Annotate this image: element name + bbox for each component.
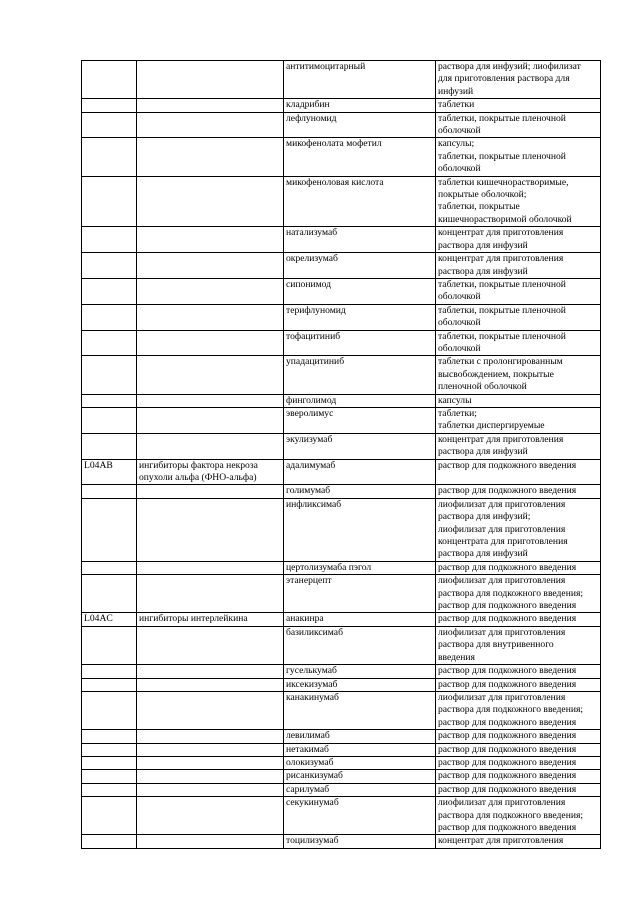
dosage-form-cell-line: раствора для инфузий; лиофилизат [438,61,581,72]
group-name-cell [137,561,284,574]
dosage-form-cell [436,613,601,626]
atc-code-cell-text: L04AB [84,459,113,471]
dosage-form-cell [436,330,601,356]
group-name-cell-line: опухоли альфа (ФНО-альфа) [139,472,257,483]
drug-table-body [82,61,601,849]
drug-name-cell [284,407,436,433]
dosage-form-cell-line: пленочной оболочкой [438,381,527,393]
dosage-form-cell-line: раствор для подкожного введения [438,485,577,497]
atc-code-cell [82,485,137,498]
document-page [81,60,600,849]
dosage-form-cell-line: концентрат для приготовления [438,433,564,445]
dosage-form-cell-line: раствора для подкожного введения; [438,809,584,821]
group-name-cell [137,498,284,561]
atc-code-cell [82,394,137,407]
dosage-form-cell-line: кишечнорастворимой оболочкой [438,213,572,225]
table-row [82,407,601,433]
dosage-form-cell [436,407,601,433]
group-name-cell [137,278,284,304]
dosage-form-cell-line: таблетки, покрытые пленочной [438,330,566,342]
drug-name-cell [284,433,436,459]
dosage-form-cell-line: раствор для подкожного введения [438,730,577,742]
atc-code-cell [82,112,137,138]
atc-code-cell [82,498,137,561]
table-row [82,665,601,678]
atc-code-cell [82,356,137,394]
dosage-form-cell-line: раствор для подкожного введения [438,821,577,833]
dosage-form-cell [436,61,601,99]
dosage-form-cell-line: раствора для подкожного введения; [438,704,584,716]
dosage-form-cell-line: раствор для подкожного введения [438,756,577,768]
table-row [82,498,601,561]
dosage-form-cell [436,756,601,769]
dosage-form-cell-line: концентрата для приготовления [438,536,568,548]
dosage-form-cell-line: таблетки с пролонгированным [438,356,563,368]
drug-name-cell-text: левилимаб [286,730,330,742]
drug-name-cell [284,626,436,664]
drug-name-cell-text: упадацитиниб [286,356,345,368]
dosage-form-cell-line: таблетки [438,99,475,111]
group-name-cell [137,459,284,485]
atc-code-cell [82,730,137,743]
atc-code-cell [82,459,137,485]
group-name-cell [137,485,284,498]
dosage-form-cell-line: раствор для подкожного введения [438,665,577,677]
table-row [82,176,601,227]
dosage-form-cell-line: покрытые оболочкой; [438,189,527,201]
table-row [82,626,601,664]
atc-code-cell [82,253,137,279]
table-row [82,561,601,574]
atc-code-cell [82,835,137,848]
group-name-cell [137,394,284,407]
atc-code-cell [82,575,137,613]
drug-name-cell [284,253,436,279]
dosage-form-cell [436,575,601,613]
dosage-form-cell-line: лиофилизат для приготовления [438,523,566,535]
atc-code-cell [82,407,137,433]
dosage-form-cell-line: таблетки кишечнорастворимые, [438,176,569,188]
table-row [82,730,601,743]
dosage-form-cell-line: оболочкой [438,342,481,354]
dosage-form-cell-line: для приготовления раствора для [438,73,570,85]
dosage-form-cell-line: раствора для инфузий [438,239,528,251]
group-name-cell [137,835,284,848]
drug-name-cell [284,99,436,112]
group-name-cell [137,770,284,783]
drug-name-cell-text: тофацитиниб [286,330,341,342]
dosage-form-cell-line: лиофилизат для приготовления [438,498,566,510]
drug-name-cell-text: сарилумаб [286,783,330,795]
dosage-form-cell-line: таблетки, покрытые пленочной [438,150,566,162]
table-row [82,783,601,796]
dosage-form-cell-line: таблетки, покрытые пленочной [438,304,566,316]
dosage-form-cell-line: таблетки, покрытые [438,201,520,213]
dosage-form-cell-line: лиофилизат для приготовления [438,575,566,587]
table-row [82,459,601,485]
dosage-form-cell-line: раствора для подкожного введения; [438,587,584,599]
drug-name-cell [284,678,436,691]
table-row [82,330,601,356]
dosage-form-cell [436,459,601,485]
drug-name-cell [284,835,436,848]
table-row [82,304,601,330]
group-name-cell [137,756,284,769]
table-row [82,770,601,783]
table-row [82,138,601,176]
atc-code-cell [82,756,137,769]
drug-name-cell-text: окрелизумаб [286,253,338,265]
drug-name-cell [284,278,436,304]
drug-name-cell [284,176,436,227]
dosage-form-cell [436,356,601,394]
atc-code-cell [82,691,137,729]
table-row [82,575,601,613]
dosage-form-cell [436,691,601,729]
table-row [82,253,601,279]
dosage-form-cell [436,783,601,796]
drug-name-cell [284,394,436,407]
table-row [82,433,601,459]
dosage-form-cell-line: оболочкой [438,291,481,303]
drug-name-cell [284,756,436,769]
dosage-form-cell [436,678,601,691]
table-row [82,835,601,848]
group-name-cell [137,253,284,279]
dosage-form-cell-line: раствор для подкожного введения [438,783,577,795]
drug-name-cell [284,770,436,783]
dosage-form-cell-line: раствора для инфузий [438,265,528,277]
dosage-form-cell-line: раствора для внутривенного [438,639,554,651]
drug-name-cell-text: антитимоцитарный [286,61,366,72]
dosage-form-cell [436,498,601,561]
group-name-cell [137,330,284,356]
atc-code-cell [82,613,137,626]
dosage-form-cell-line: лиофилизат для приготовления [438,797,566,809]
group-name-cell [137,356,284,394]
dosage-form-cell [436,253,601,279]
dosage-form-cell [436,394,601,407]
drug-name-cell [284,691,436,729]
drug-name-cell-text: микофенолата мофетил [286,138,382,150]
table-row [82,485,601,498]
dosage-form-cell [436,730,601,743]
atc-code-cell [82,176,137,227]
drug-name-cell [284,485,436,498]
drug-name-cell-text: голимумаб [286,485,331,497]
table-row [82,112,601,138]
drug-name-cell [284,743,436,756]
atc-code-cell [82,304,137,330]
group-name-cell [137,783,284,796]
atc-code-cell-text: L04AC [84,613,113,625]
dosage-form-cell [436,112,601,138]
drug-name-cell [284,330,436,356]
table-row [82,99,601,112]
dosage-form-cell [436,278,601,304]
drug-name-cell [284,227,436,253]
dosage-form-cell-line: раствора для инфузий [438,446,528,458]
group-name-cell [137,433,284,459]
drug-name-cell-text: сипонимод [286,278,332,290]
group-name-cell-line: ингибиторы интерлейкина [139,613,248,625]
table-row [82,613,601,626]
drug-name-cell-text: инфликсимаб [286,498,342,510]
drug-name-cell [284,112,436,138]
drug-table [81,60,601,849]
dosage-form-cell [436,835,601,848]
drug-name-cell [284,138,436,176]
atc-code-cell [82,678,137,691]
dosage-form-cell-line: оболочкой [438,163,481,175]
table-row [82,61,601,99]
dosage-form-cell [436,561,601,574]
drug-name-cell-text: эверолимус [286,407,334,419]
dosage-form-cell [436,485,601,498]
drug-name-cell-text: кладрибин [286,99,330,111]
drug-name-cell-text: экулизумаб [286,433,333,445]
atc-code-cell [82,665,137,678]
atc-code-cell [82,626,137,664]
atc-code-cell [82,138,137,176]
group-name-cell [137,407,284,433]
drug-name-cell-text: рисанкизумаб [286,770,343,782]
group-name-cell [137,743,284,756]
dosage-form-cell-line: раствор для подкожного введения [438,678,577,690]
drug-name-cell [284,356,436,394]
dosage-form-cell-line: лиофилизат для приготовления [438,626,566,638]
atc-code-cell [82,433,137,459]
drug-name-cell [284,797,436,835]
dosage-form-cell [436,433,601,459]
group-name-cell [137,613,284,626]
table-row [82,394,601,407]
drug-name-cell [284,783,436,796]
drug-name-cell-text: анакинра [286,613,324,625]
drug-name-cell-text: канакинумаб [286,691,339,703]
group-name-cell [137,575,284,613]
dosage-form-cell-line: раствор для подкожного введения [438,613,577,625]
atc-code-cell [82,783,137,796]
atc-code-cell [82,797,137,835]
atc-code-cell [82,227,137,253]
dosage-form-cell-line: раствор для подкожного введения [438,600,577,612]
dosage-form-cell [436,626,601,664]
dosage-form-cell-line: раствора для инфузий [438,548,528,560]
dosage-form-cell-line: таблетки; [438,407,477,419]
dosage-form-cell [436,743,601,756]
dosage-form-cell-line: капсулы [438,394,472,406]
drug-name-cell-text: микофеноловая кислота [286,176,384,188]
atc-code-cell [82,743,137,756]
dosage-form-cell-line: лиофилизат для приготовления [438,691,566,703]
dosage-form-cell [436,176,601,227]
dosage-form-cell-line: концентрат для приготовления [438,253,564,265]
dosage-form-cell-line: раствор для подкожного введения [438,561,577,573]
drug-name-cell-text: финголимод [286,394,337,406]
dosage-form-cell-line: раствора для инфузий; [438,511,531,523]
drug-name-cell-text: адалимумаб [286,459,336,471]
dosage-form-cell [436,304,601,330]
dosage-form-cell-line: таблетки, покрытые пленочной [438,112,566,124]
group-name-cell [137,626,284,664]
drug-name-cell-text: нетакимаб [286,743,329,755]
drug-name-cell-text: терифлуномид [286,304,346,316]
atc-code-cell [82,99,137,112]
drug-name-cell-text: олокизумаб [286,756,334,768]
group-name-cell [137,665,284,678]
dosage-form-cell-line: концентрат для приготовления [438,835,564,847]
drug-name-cell [284,459,436,485]
atc-code-cell [82,330,137,356]
table-row [82,356,601,394]
group-name-cell [137,138,284,176]
dosage-form-cell-line: инфузий [438,85,474,97]
dosage-form-cell [436,797,601,835]
dosage-form-cell [436,665,601,678]
atc-code-cell [82,61,137,99]
dosage-form-cell-line: капсулы; [438,138,475,150]
table-row [82,678,601,691]
dosage-form-cell [436,227,601,253]
drug-name-cell [284,561,436,574]
drug-name-cell-text: базиликсимаб [286,626,343,638]
group-name-cell-line: ингибиторы фактора некроза [139,459,258,471]
drug-name-cell [284,665,436,678]
drug-name-cell-text: секукинумаб [286,797,339,809]
drug-name-cell [284,61,436,99]
dosage-form-cell-line: раствор для подкожного введения [438,459,577,471]
group-name-cell [137,112,284,138]
group-name-cell [137,61,284,99]
drug-name-cell [284,613,436,626]
atc-code-cell [82,561,137,574]
dosage-form-cell-line: высвобождением, покрытые [438,368,554,380]
drug-name-cell-text: гуселькумаб [286,665,337,677]
group-name-cell [137,304,284,330]
group-name-cell [137,730,284,743]
table-row [82,756,601,769]
dosage-form-cell-line: таблетки диспергируемые [438,420,545,432]
dosage-form-cell-line: концентрат для приготовления [438,227,564,239]
group-name-cell [137,227,284,253]
dosage-form-cell [436,99,601,112]
dosage-form-cell-line: оболочкой [438,125,481,137]
atc-code-cell [82,278,137,304]
drug-name-cell [284,498,436,561]
dosage-form-cell [436,770,601,783]
drug-name-cell [284,730,436,743]
dosage-form-cell-line: введения [438,651,475,663]
dosage-form-cell-line: раствор для подкожного введения [438,743,577,755]
dosage-form-cell-line: раствор для подкожного введения [438,716,577,728]
drug-name-cell-text: тоцилизумаб [286,835,339,847]
dosage-form-cell-line: таблетки, покрытые пленочной [438,278,566,290]
drug-name-cell-text: цертолизумаба пэгол [286,561,372,573]
dosage-form-cell-line: раствор для подкожного введения [438,770,577,782]
group-name-cell [137,99,284,112]
group-name-cell [137,678,284,691]
table-row [82,797,601,835]
table-row [82,227,601,253]
drug-name-cell [284,304,436,330]
group-name-cell [137,797,284,835]
drug-name-cell-text: лефлуномид [286,112,337,124]
table-row [82,691,601,729]
drug-name-cell-text: иксекизумаб [286,678,338,690]
drug-name-cell [284,575,436,613]
atc-code-cell [82,770,137,783]
dosage-form-cell [436,138,601,176]
drug-name-cell-text: натализумаб [286,227,338,239]
table-row [82,278,601,304]
drug-name-cell-text: этанерцепт [286,575,332,587]
group-name-cell [137,691,284,729]
dosage-form-cell-line: оболочкой [438,317,481,329]
table-row [82,743,601,756]
group-name-cell [137,176,284,227]
